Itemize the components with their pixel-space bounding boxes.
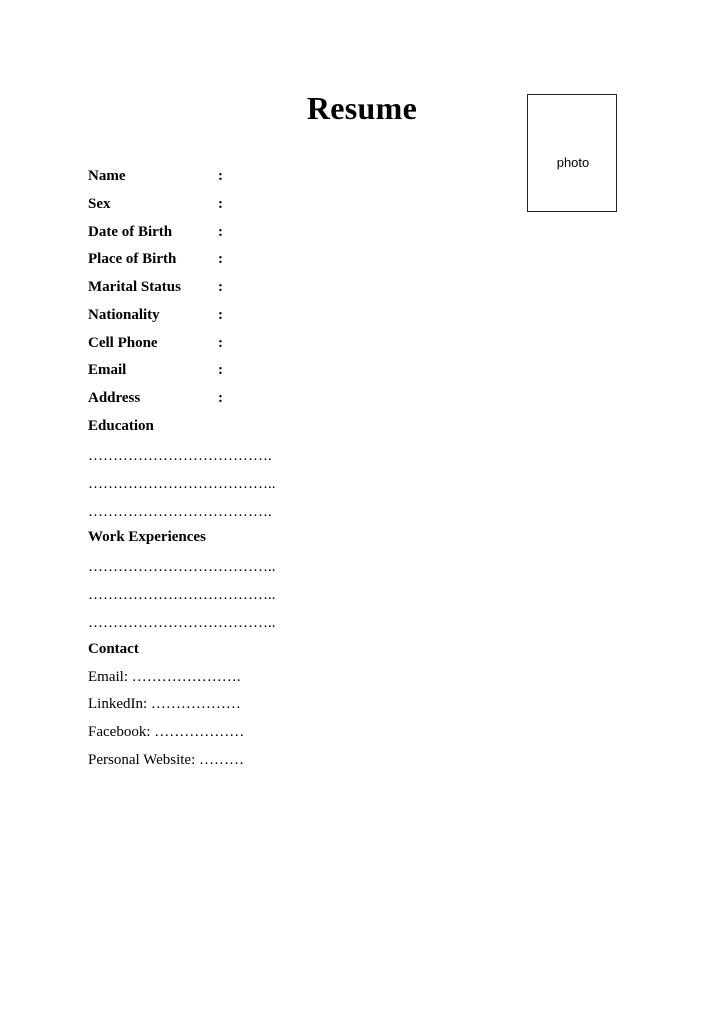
contact-heading: Contact [88, 641, 139, 657]
photo-placeholder [527, 94, 617, 212]
field-colon: : [218, 390, 223, 406]
field-label: Place of Birth [88, 251, 177, 267]
field-label: Email [88, 362, 127, 378]
field-label: Marital Status [88, 279, 181, 295]
field-label: Cell Phone [88, 335, 158, 351]
education-line: ……………………………….. [88, 476, 276, 492]
contact-email-line: Email: …………………. [88, 669, 241, 685]
field-label: Sex [88, 196, 111, 212]
field-label: Name [88, 168, 126, 184]
field-colon: : [218, 224, 223, 240]
field-colon: : [218, 279, 223, 295]
work-line: ……………………………….. [88, 559, 276, 575]
field-colon: : [218, 168, 223, 184]
field-colon: : [218, 307, 223, 323]
field-colon: : [218, 196, 223, 212]
education-line: ………………………………. [88, 504, 272, 520]
contact-website-line: Personal Website: ……… [88, 752, 244, 768]
page-title: Resume [306, 90, 418, 126]
field-label: Address [88, 390, 141, 406]
work-line: ……………………………….. [88, 615, 276, 631]
field-colon: : [218, 251, 223, 267]
photo-label: photo [556, 155, 590, 170]
field-colon: : [218, 335, 223, 351]
contact-linkedin-line: LinkedIn: ……………… [88, 696, 241, 712]
field-label: Nationality [88, 307, 160, 323]
work-line: ……………………………….. [88, 587, 276, 603]
field-colon: : [218, 362, 223, 378]
education-heading: Education [88, 418, 154, 434]
work-experiences-heading: Work Experiences [88, 529, 206, 545]
contact-facebook-line: Facebook: ……………… [88, 724, 245, 740]
field-label: Date of Birth [88, 224, 173, 240]
education-line: ………………………………. [88, 448, 272, 464]
